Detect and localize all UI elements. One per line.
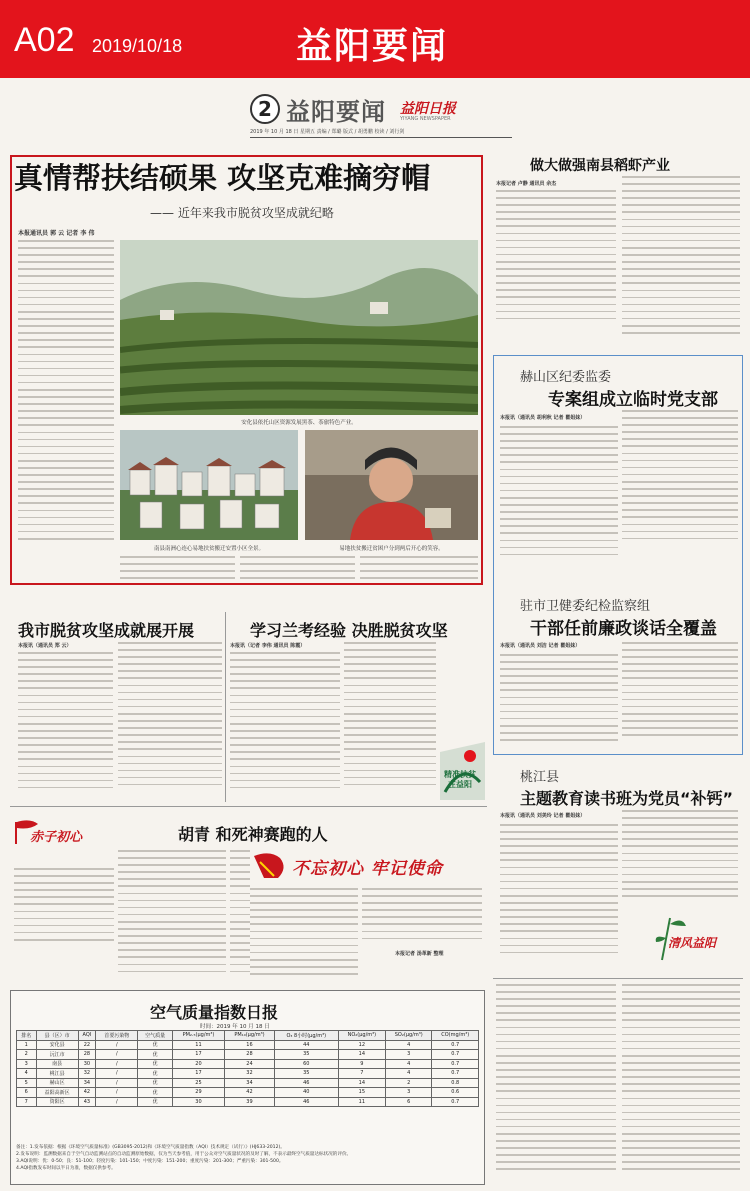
- aqi-cell: 资阳区: [36, 1097, 78, 1107]
- aqi-cell: 46: [274, 1078, 338, 1088]
- lead-body-text-3: [240, 556, 355, 582]
- masthead-rule: [250, 137, 512, 138]
- aqi-cell: 11: [338, 1097, 385, 1107]
- newspaper-logo: 益阳日报: [400, 101, 456, 117]
- right1-byline: 本报记者 卢静 通讯员 余杰: [496, 181, 557, 187]
- aqi-cell: 42: [78, 1088, 96, 1098]
- aqi-cell: 9: [338, 1059, 385, 1069]
- aqi-notes: [16, 1144, 479, 1172]
- right1-body-2: [622, 176, 740, 351]
- aqi-table-row: [17, 1069, 479, 1079]
- aqi-cell: 16: [225, 1040, 275, 1050]
- aqi-cell: 安化县: [36, 1040, 78, 1050]
- right3-byline: 本报讯（通讯员 刘洁 记者 瞿姐妹）: [500, 643, 581, 649]
- sub2-body: [230, 652, 340, 802]
- aqi-cell: /: [96, 1088, 138, 1098]
- aqi-table-row: [17, 1040, 479, 1050]
- right2-body-1: [500, 426, 618, 566]
- aqi-cell: /: [96, 1097, 138, 1107]
- badge-label: 精准扶贫 在益阳: [444, 770, 476, 789]
- aqi-cell: 14: [338, 1078, 385, 1088]
- aqi-cell: 39: [225, 1097, 275, 1107]
- aqi-note-1: 备注：1.发布依据：根据《环境空气质量标准》(GB3095-2012)和《环境空气质量指数（AQI）技术规定（试行）》(HJ633-2012)。: [16, 1145, 285, 1150]
- right2-body-2: [622, 410, 738, 550]
- aqi-cell: 优: [138, 1059, 173, 1069]
- sub2-title: 学习兰考经验 决胜脱贫攻坚: [250, 621, 448, 640]
- aqi-cell: 15: [338, 1088, 385, 1098]
- smiling-villager-image: [305, 430, 478, 540]
- qingfeng-text: 清风益阳: [668, 936, 717, 950]
- masthead: [250, 90, 512, 134]
- aqi-cell: 3: [17, 1059, 37, 1069]
- aqi-cell: 4: [386, 1040, 432, 1050]
- top-header-bar: [0, 0, 750, 78]
- sub2-byline: 本报讯（记者 李伟 通讯员 陈霞）: [230, 643, 306, 649]
- aqi-cell: /: [96, 1069, 138, 1079]
- aqi-cell: 32: [225, 1069, 275, 1079]
- aqi-cell: 20: [172, 1059, 224, 1069]
- aqi-cell: 6: [17, 1088, 37, 1098]
- aqi-cell: 7: [17, 1097, 37, 1107]
- aqi-cell: 30: [78, 1059, 96, 1069]
- aqi-table-row: [17, 1097, 479, 1107]
- aqi-cell: /: [96, 1040, 138, 1050]
- sub1-body-2: [118, 642, 222, 802]
- aqi-cell: 0.7: [432, 1059, 479, 1069]
- aqi-cell: 32: [78, 1069, 96, 1079]
- profile-body-3: [230, 850, 250, 982]
- section-divider: [10, 806, 487, 807]
- tea-garden-image: [120, 240, 478, 415]
- aqi-header-cell: AQI: [78, 1031, 96, 1041]
- aqi-cell: 益阳高新区: [36, 1088, 78, 1098]
- aqi-cell: 28: [225, 1050, 275, 1060]
- aqi-header-cell: SO₂(μg/m³): [386, 1031, 432, 1041]
- aqi-cell: 6: [386, 1097, 432, 1107]
- aqi-cell: 25: [172, 1078, 224, 1088]
- aqi-cell: 赫山区: [36, 1078, 78, 1088]
- sub1-byline: 本报讯（通讯员 郑 云）: [18, 643, 72, 649]
- aqi-cell: 40: [274, 1088, 338, 1098]
- lead-byline: 本报通讯员 郭 云 记者 李 伟: [18, 230, 95, 237]
- masthead-info: 2019 年 10 月 18 日 星期五 责编 / 郑璐 版式 / 胡勇鹏 校读 / 刘行剑: [250, 129, 405, 135]
- aqi-cell: 桃江县: [36, 1069, 78, 1079]
- aqi-cell: 0.7: [432, 1040, 479, 1050]
- right4-body-1: [500, 824, 618, 964]
- slogan-text: 不忘初心 牢记使命: [292, 859, 443, 879]
- resettlement-image: [120, 430, 298, 540]
- aqi-cell: 17: [172, 1069, 224, 1079]
- aqi-cell: 2: [386, 1078, 432, 1088]
- aqi-table-row: [17, 1050, 479, 1060]
- lead-title: 真情帮扶结硕果 攻坚克难摘穷帽: [14, 161, 431, 195]
- column-divider: [225, 612, 226, 802]
- aqi-cell: 0.8: [432, 1078, 479, 1088]
- page-number-badge: 2: [250, 94, 280, 124]
- aqi-table-row: [17, 1078, 479, 1088]
- aqi-time: 时间：2019 年 10 月 18 日: [200, 1024, 270, 1030]
- aqi-cell: 优: [138, 1078, 173, 1088]
- photo2-caption: 南县南洲心连心易地扶贫搬迁安置小区全景。: [153, 546, 264, 552]
- aqi-cell: 24: [225, 1059, 275, 1069]
- aqi-header-cell: PM₂.₅(μg/m³): [172, 1031, 224, 1041]
- profile-body-1: [14, 868, 114, 948]
- aqi-cell: 42: [225, 1088, 275, 1098]
- aqi-cell: 2: [17, 1050, 37, 1060]
- lead-body-text: [18, 240, 114, 558]
- aqi-cell: 28: [78, 1050, 96, 1060]
- aqi-table-body: [17, 1040, 479, 1107]
- profile-byline: 本报记者 汤革新 整理: [395, 951, 444, 957]
- right5-body-1: [496, 984, 616, 1184]
- lead-photo-tea-garden: [120, 240, 478, 415]
- lead-body-text-2: [120, 556, 235, 582]
- profile-body-2: [118, 850, 226, 982]
- right2-title: 专案组成立临时党支部: [548, 390, 718, 410]
- right3-body-1: [500, 654, 618, 750]
- aqi-cell: 优: [138, 1088, 173, 1098]
- aqi-table-row: [17, 1059, 479, 1069]
- aqi-cell: 0.6: [432, 1088, 479, 1098]
- aqi-table-row: [17, 1088, 479, 1098]
- aqi-table-header: [17, 1031, 479, 1041]
- aqi-cell: 3: [386, 1088, 432, 1098]
- right2-kicker: 赫山区纪委监委: [520, 370, 612, 385]
- section-title: 益阳要闻: [296, 26, 449, 67]
- aqi-cell: 14: [338, 1050, 385, 1060]
- aqi-cell: 46: [274, 1097, 338, 1107]
- aqi-cell: 4: [17, 1069, 37, 1079]
- right5-body-2: [622, 984, 740, 1184]
- aqi-title: 空气质量指数日报: [150, 1003, 279, 1022]
- aqi-table: [16, 1030, 479, 1107]
- right3-body-2: [622, 642, 738, 750]
- lead-body-text-4: [360, 556, 478, 582]
- aqi-header-cell: O₃ 8小时(μg/m³): [274, 1031, 338, 1041]
- aqi-cell: 7: [338, 1069, 385, 1079]
- sub1-title: 我市脱贫攻坚成就展开展: [18, 621, 195, 640]
- aqi-header-cell: NO₂(μg/m³): [338, 1031, 385, 1041]
- aqi-cell: 29: [172, 1088, 224, 1098]
- aqi-cell: 60: [274, 1059, 338, 1069]
- aqi-cell: 优: [138, 1069, 173, 1079]
- aqi-cell: 11: [172, 1040, 224, 1050]
- right1-body-1: [496, 190, 616, 330]
- photo1-caption: 安化县依托山区资源发展黑茶、茶旅特色产业。: [241, 420, 357, 426]
- sub1-body: [18, 652, 113, 802]
- right1-title: 做大做强南县稻虾产业: [530, 158, 670, 174]
- aqi-cell: 优: [138, 1040, 173, 1050]
- masthead-section: 益阳要闻: [286, 97, 386, 126]
- aqi-cell: 3: [386, 1050, 432, 1060]
- right4-body-2: [622, 810, 738, 910]
- aqi-cell: 1: [17, 1040, 37, 1050]
- aqi-header-cell: 县（区）市: [36, 1031, 78, 1041]
- right3-title: 干部任前廉政谈话全覆盖: [530, 619, 717, 639]
- aqi-cell: 4: [386, 1069, 432, 1079]
- right4-kicker: 桃江县: [520, 770, 560, 785]
- aqi-header-cell: CO(mg/m³): [432, 1031, 479, 1041]
- lead-photo-resettlement: [120, 430, 298, 540]
- aqi-cell: 优: [138, 1097, 173, 1107]
- aqi-header-cell: 空气质量: [138, 1031, 173, 1041]
- lead-subtitle: —— 近年来我市脱贫攻坚成就纪略: [150, 206, 334, 220]
- aqi-cell: 34: [78, 1078, 96, 1088]
- aqi-cell: 4: [386, 1059, 432, 1069]
- aqi-cell: 优: [138, 1050, 173, 1060]
- sub2-body-2: [344, 642, 436, 802]
- aqi-cell: /: [96, 1050, 138, 1060]
- aqi-header-cell: PM₁₀(μg/m³): [225, 1031, 275, 1041]
- aqi-note-4: 4.AQI指数发布时间以半日为准，数据仅供参考。: [16, 1166, 116, 1171]
- aqi-cell: 35: [274, 1069, 338, 1079]
- page-code: A02: [14, 21, 75, 59]
- aqi-cell: 沅江市: [36, 1050, 78, 1060]
- aqi-cell: 5: [17, 1078, 37, 1088]
- aqi-header-cell: 首要污染物: [96, 1031, 138, 1041]
- aqi-cell: 43: [78, 1097, 96, 1107]
- aqi-cell: 17: [172, 1050, 224, 1060]
- aqi-cell: 44: [274, 1040, 338, 1050]
- aqi-cell: 34: [225, 1078, 275, 1088]
- aqi-cell: 22: [78, 1040, 96, 1050]
- aqi-cell: 南县: [36, 1059, 78, 1069]
- aqi-header-cell: 排名: [17, 1031, 37, 1041]
- right3-kicker: 驻市卫健委纪检监察组: [520, 599, 651, 614]
- profile-title: 胡青 和死神赛跑的人: [178, 825, 328, 844]
- aqi-cell: 0.7: [432, 1069, 479, 1079]
- masthead-section-en: YIYANG NEWSPAPER: [400, 116, 451, 122]
- right2-byline: 本报讯（通讯员 胡利秋 记者 瞿姐妹）: [500, 415, 586, 421]
- profile-body-5: [362, 888, 482, 948]
- right4-byline: 本报讯（通讯员 刘美玲 记者 瞿姐妹）: [500, 813, 586, 819]
- aqi-cell: 0.7: [432, 1050, 479, 1060]
- aqi-note-3: 3.AQI说明：优：0-50；良：51-100；轻度污染：101-150；中度污染：151-200；重度污染：201-300；严重污染：301-500。: [16, 1159, 284, 1164]
- aqi-table-wrap: [16, 1030, 479, 1107]
- aqi-cell: 30: [172, 1097, 224, 1107]
- aqi-cell: 35: [274, 1050, 338, 1060]
- issue-date: 2019/10/18: [92, 36, 183, 56]
- right-divider: [493, 978, 743, 979]
- right4-title: 主题教育读书班为党员“补钙”: [520, 789, 734, 808]
- aqi-cell: 12: [338, 1040, 385, 1050]
- aqi-cell: 0.7: [432, 1097, 479, 1107]
- profile-body-4: [250, 888, 358, 988]
- profile-column-name: 赤子初心: [30, 830, 83, 845]
- aqi-note-2: 2.发布说明：监测数据来自于空气自动监测站点的自动监测原始数据，仅为当天参考值，用于公众对空气质量状况的及时了解，不表示最终空气质量达标状况的评价。: [16, 1152, 352, 1157]
- aqi-cell: /: [96, 1059, 138, 1069]
- photo3-caption: 易地扶贫搬迁贫困户分到两后开心的笑容。: [339, 546, 444, 552]
- lead-photo-smiling: [305, 430, 478, 540]
- aqi-cell: /: [96, 1078, 138, 1088]
